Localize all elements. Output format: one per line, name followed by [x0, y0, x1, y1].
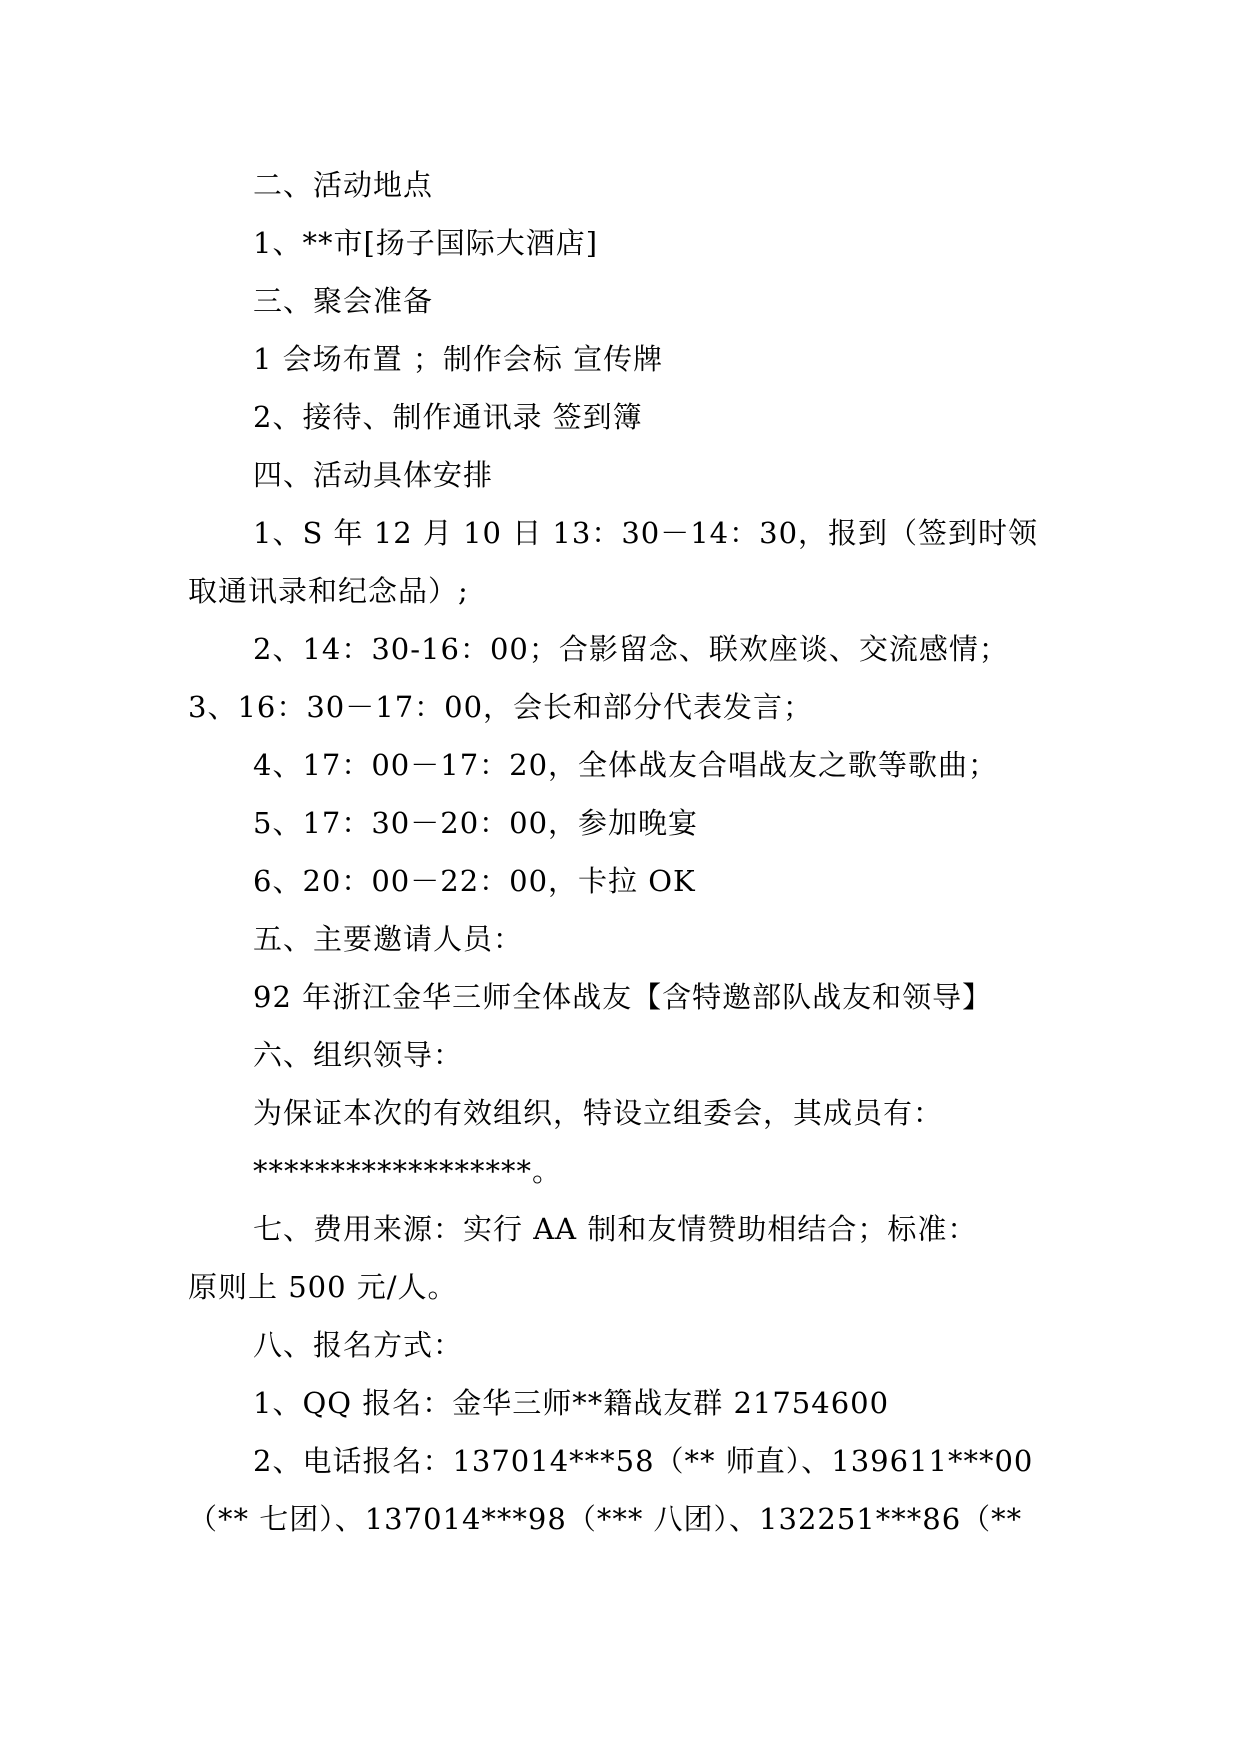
paragraph-line: 2、电话报名：137014***58（** 师直）、139611***00	[253, 1444, 1034, 1478]
paragraph-line: 为保证本次的有效组织，特设立组委会，其成员有：	[253, 1096, 944, 1130]
paragraph-line: 1 会场布置 ；制作会标 宣传牌	[253, 342, 664, 376]
paragraph-line: 1、**市[扬子国际大酒店]	[253, 226, 599, 260]
paragraph-line: 原则上 500 元/人。	[188, 1270, 458, 1304]
paragraph-line: 取通讯录和纪念品）;	[188, 574, 469, 608]
paragraph-line: 3、16：30－17：00，会长和部分代表发言；	[188, 690, 814, 724]
paragraph-line: ******************。	[253, 1154, 563, 1188]
paragraph-line: 1、S 年 12 月 10 日 13：30－14：30，报到（签到时领	[253, 516, 1039, 550]
paragraph-line: 2、14：30-16：00；合影留念、联欢座谈、交流感情；	[253, 632, 1009, 666]
section-heading-registration: 八、报名方式：	[253, 1328, 464, 1362]
paragraph-line: 5、17：30－20：00，参加晚宴	[253, 806, 699, 840]
section-heading-invitees: 五、主要邀请人员：	[253, 922, 524, 956]
paragraph-line: 1、QQ 报名：金华三师**籍战友群 21754600	[253, 1386, 890, 1420]
section-heading-funding: 七、费用来源：实行 AA 制和友情赞助相结合；标准：	[253, 1212, 978, 1246]
paragraph-line: 2、接待、制作通讯录 签到簿	[253, 400, 643, 434]
paragraph-line: 6、20：00－22：00，卡拉 OK	[253, 864, 696, 898]
paragraph-line: 92 年浙江金华三师全体战友【含特邀部队战友和领导】	[253, 980, 993, 1014]
section-heading-location: 二、活动地点	[253, 168, 434, 202]
paragraph-line: 4、17：00－17：20，全体战友合唱战友之歌等歌曲；	[253, 748, 999, 782]
paragraph-line: （** 七团）、137014***98（*** 八团）、132251***86（**	[188, 1502, 1023, 1536]
section-heading-preparation: 三、聚会准备	[253, 284, 434, 318]
section-heading-schedule: 四、活动具体安排	[253, 458, 494, 492]
section-heading-organization: 六、组织领导：	[253, 1038, 464, 1072]
